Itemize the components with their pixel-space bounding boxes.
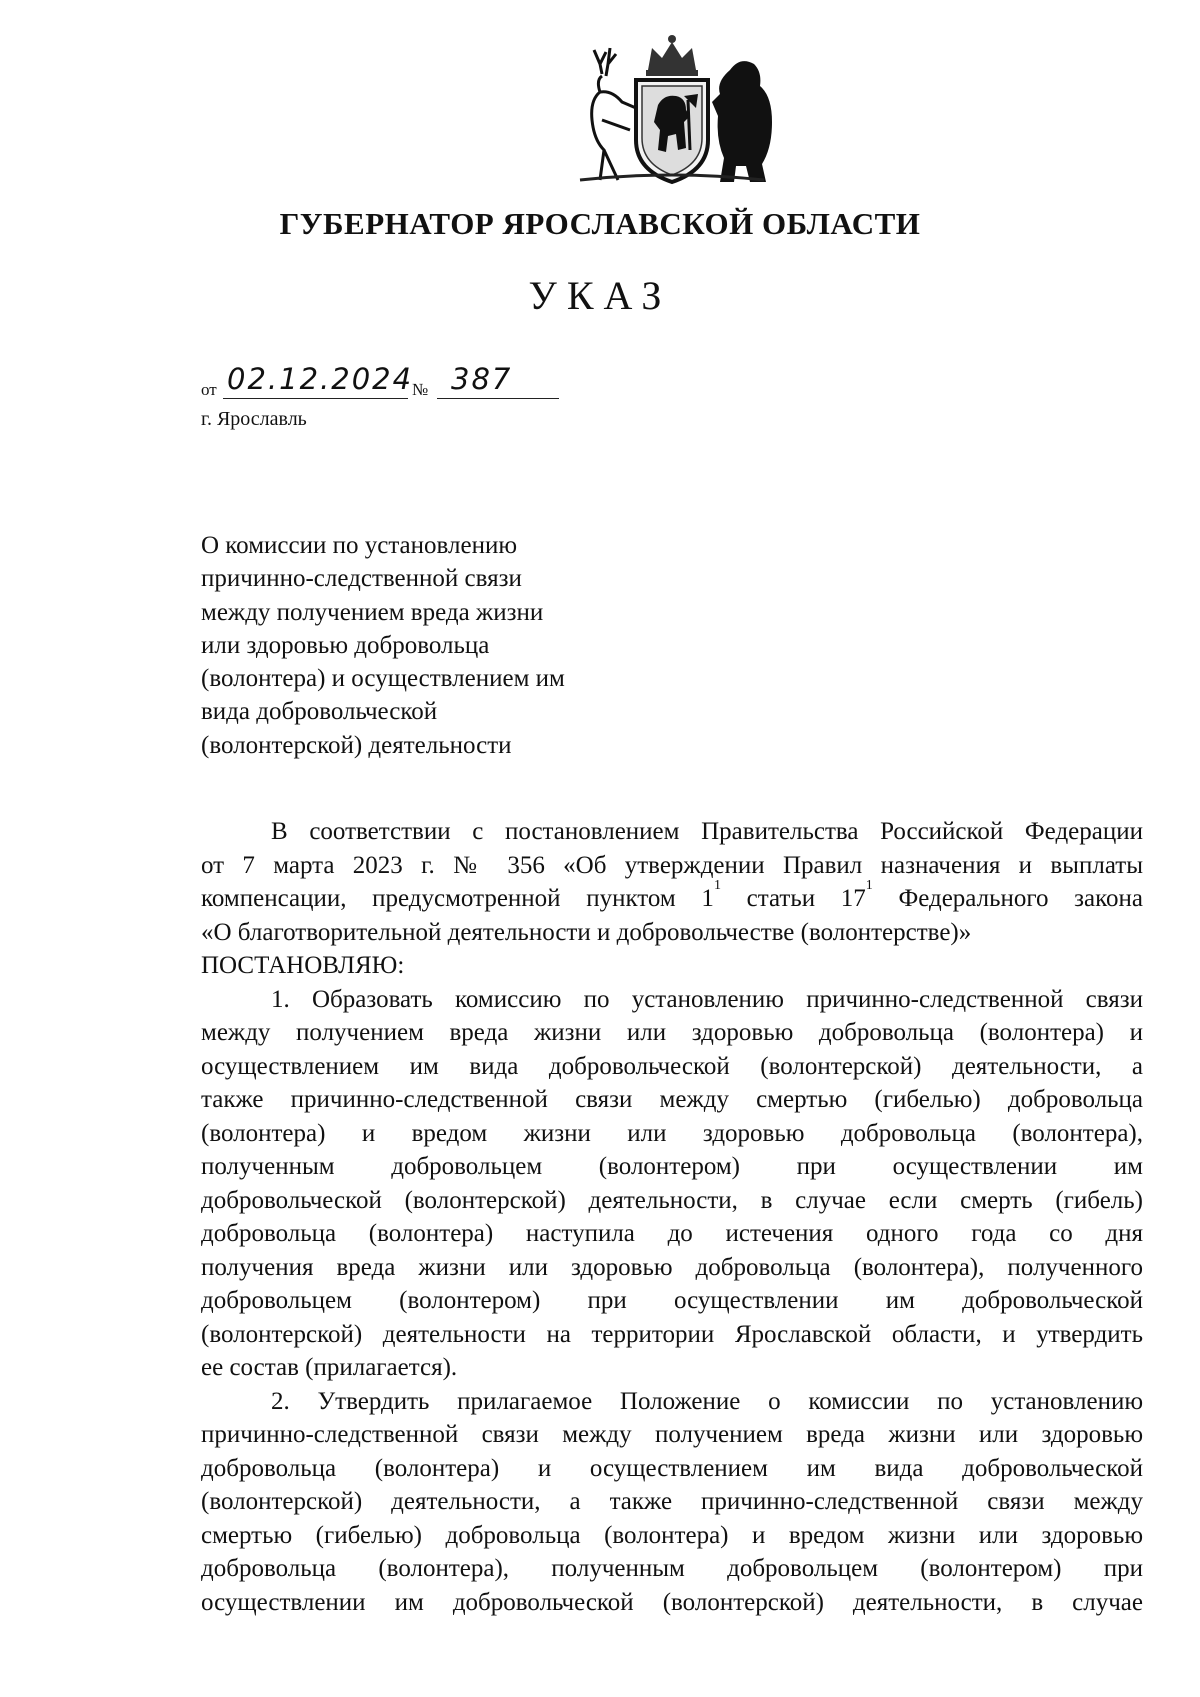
subject-line: или здоровью добровольца [201, 631, 490, 659]
subject-line: О комиссии по установлению [201, 532, 518, 559]
subject-block [201, 529, 565, 762]
item-2-line: осуществлении им добровольческой (волонтерской) деятельности, в случае [201, 1588, 1143, 1616]
number-prefix: № [412, 380, 429, 399]
item-2-line: (волонтерской) деятельности, а также причинно-следственной связи между [201, 1488, 1143, 1515]
item-1-line: 1. Образовать комиссию по установлению причинно-следственной связи [271, 985, 1143, 1013]
subject-line: (волонтера) и осуществлением им [201, 665, 565, 693]
subject-line: вида добровольческой [201, 698, 438, 726]
issuer-title: ГУБЕРНАТОР ЯРОСЛАВСКОЙ ОБЛАСТИ [279, 206, 921, 241]
item-1-line: осуществлением им вида добровольческой (волонтерской) деятельности, а [201, 1052, 1143, 1080]
subject-line: (волонтерской) деятельности [201, 731, 512, 759]
item-2-line: добровольца (волонтера), полученным добровольцем (волонтером) при [201, 1555, 1143, 1582]
registration-line [201, 362, 561, 402]
item-1-line: добровольцем (волонтером) при осуществлении им добровольческой [201, 1287, 1143, 1314]
preamble-fragment: компенсации, предусмотренной пунктом 1 [201, 885, 714, 912]
preamble-line: «О благотворительной деятельности и добровольчестве (волонтерстве)» [201, 918, 972, 946]
superscript: 1 [865, 878, 873, 893]
preamble-fragment: статьи 17 [720, 885, 866, 912]
preamble-line [201, 878, 1143, 916]
subject-line: причинно-следственной связи [201, 565, 522, 593]
item-2-line: смертью (гибелью) добровольца (волонтера) и вредом жизни или здоровью [201, 1521, 1143, 1549]
number-value: 387 [451, 362, 513, 396]
subject-line: между получением вреда жизни [201, 598, 544, 626]
item-1-line: добровольца (волонтера) наступила до истечения одного года со дня [201, 1220, 1143, 1247]
city: г. Ярославль [201, 408, 307, 430]
preamble-fragment: Федерального закона [872, 885, 1143, 912]
superscript: 1 [713, 878, 721, 893]
coat-of-arms-icon [540, 30, 805, 190]
item-2-line: добровольца (волонтера) и осуществлением им вида добровольческой [201, 1454, 1143, 1482]
date-underline [223, 398, 408, 399]
item-2-line: причинно-следственной связи между получением вреда жизни или здоровью [201, 1421, 1143, 1448]
number-underline [437, 398, 559, 399]
document-body [201, 815, 1143, 1619]
item-1-line: (волонтера) и вредом жизни или здоровью добровольца (волонтера), [201, 1119, 1143, 1147]
item-1-line: также причинно-следственной связи между смертью (гибелью) добровольца [201, 1086, 1143, 1113]
item-1-line: получения вреда жизни или здоровью добровольца (волонтера), полученного [201, 1253, 1143, 1281]
preamble-line: В соответствии с постановлением Правительства Российской Федерации [271, 818, 1143, 845]
preamble-line: от 7 марта 2023 г. № 356 «Об утверждении Правил назначения и выплаты [201, 851, 1143, 879]
item-1-line: (волонтерской) деятельности на территории Ярославской области, и утвердить [201, 1320, 1143, 1348]
document-type: УКАЗ [528, 273, 672, 318]
item-1-line: ее состав (прилагается). [201, 1354, 458, 1381]
item-1-line: между получением вреда жизни или здоровью добровольца (волонтера) и [201, 1019, 1143, 1046]
item-2-line: 2. Утвердить прилагаемое Положение о комиссии по установлению [271, 1387, 1143, 1415]
date-value: 02.12.2024 [227, 362, 414, 396]
item-1-line: добровольческой (волонтерской) деятельности, в случае если смерть (гибель) [201, 1186, 1143, 1214]
date-prefix: от [201, 380, 217, 399]
decree-word: ПОСТАНОВЛЯЮ: [201, 952, 405, 979]
item-1-line: полученным добровольцем (волонтером) при осуществлении им [201, 1153, 1143, 1180]
